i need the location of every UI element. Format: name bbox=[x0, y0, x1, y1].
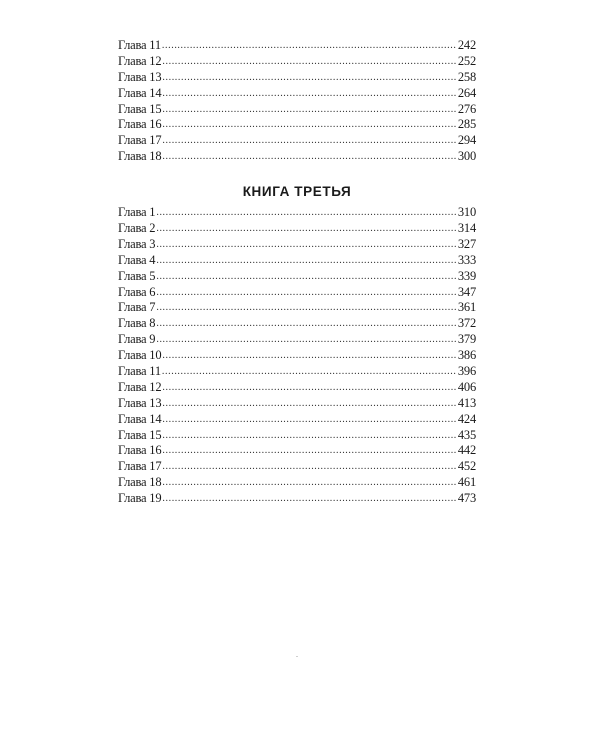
toc-entry bbox=[118, 332, 476, 348]
dot-leader bbox=[162, 490, 456, 507]
toc-entry-label: Глава 17 bbox=[118, 133, 162, 148]
toc-entry-label: Глава 4 bbox=[118, 252, 156, 267]
table-of-contents bbox=[118, 38, 476, 507]
toc-entry-page: 396 bbox=[457, 364, 476, 379]
toc-entry-label: Глава 18 bbox=[118, 149, 162, 164]
toc-entry-label: Глава 13 bbox=[118, 69, 162, 84]
toc-entry-label: Глава 15 bbox=[118, 101, 162, 116]
toc-list-book-three bbox=[118, 205, 476, 507]
toc-entry-page: 435 bbox=[457, 427, 476, 442]
toc-entry bbox=[118, 428, 476, 444]
section-heading: КНИГА ТРЕТЬЯ bbox=[242, 184, 352, 200]
toc-entry-page: 413 bbox=[457, 395, 476, 410]
dot-leader bbox=[162, 116, 456, 133]
toc-entry bbox=[118, 86, 476, 102]
dot-leader bbox=[162, 148, 456, 165]
toc-entry-label: Глава 10 bbox=[118, 348, 162, 363]
toc-entry-page: 333 bbox=[457, 252, 476, 267]
dot-leader bbox=[162, 458, 456, 475]
toc-entry bbox=[118, 364, 476, 380]
toc-entry bbox=[118, 38, 476, 54]
toc-entry-page: 300 bbox=[457, 149, 476, 164]
toc-entry bbox=[118, 380, 476, 396]
dot-leader bbox=[162, 395, 456, 412]
dot-leader bbox=[156, 315, 457, 332]
dot-leader bbox=[156, 236, 457, 253]
toc-entry bbox=[118, 348, 476, 364]
toc-entry bbox=[118, 443, 476, 459]
dot-leader bbox=[156, 331, 457, 348]
toc-entry bbox=[118, 102, 476, 118]
toc-entry-label: Глава 11 bbox=[118, 38, 161, 52]
toc-entry-label: Глава 2 bbox=[118, 221, 156, 236]
dot-leader bbox=[162, 132, 456, 149]
toc-entry-label: Глава 8 bbox=[118, 316, 156, 331]
toc-entry-label: Глава 12 bbox=[118, 53, 162, 68]
dot-leader bbox=[162, 474, 456, 491]
toc-entry-page: 242 bbox=[457, 38, 476, 52]
dot-leader bbox=[156, 299, 457, 316]
toc-entry-page: 276 bbox=[457, 101, 476, 116]
toc-entry-page: 442 bbox=[457, 443, 476, 458]
toc-entry bbox=[118, 396, 476, 412]
dot-leader bbox=[162, 411, 456, 428]
toc-list-continued bbox=[118, 38, 476, 165]
dot-leader bbox=[156, 268, 457, 285]
toc-entry bbox=[118, 412, 476, 428]
toc-entry-page: 294 bbox=[457, 133, 476, 148]
dot-leader bbox=[156, 220, 457, 237]
dot-leader bbox=[162, 347, 456, 364]
toc-entry-page: 285 bbox=[457, 117, 476, 132]
toc-entry-page: 252 bbox=[457, 53, 476, 68]
toc-entry-page: 461 bbox=[457, 475, 476, 490]
dot-leader bbox=[162, 379, 456, 396]
toc-entry-page: 386 bbox=[457, 348, 476, 363]
toc-entry-label: Глава 17 bbox=[118, 459, 162, 474]
toc-entry-label: Глава 19 bbox=[118, 491, 162, 506]
toc-entry bbox=[118, 285, 476, 301]
dot-leader bbox=[162, 363, 457, 380]
dot-leader bbox=[156, 284, 457, 301]
toc-entry bbox=[118, 300, 476, 316]
dot-leader bbox=[162, 53, 456, 70]
toc-entry-label: Глава 15 bbox=[118, 427, 162, 442]
toc-entry-label: Глава 18 bbox=[118, 475, 162, 490]
dot-leader bbox=[162, 442, 456, 459]
toc-entry-label: Глава 13 bbox=[118, 395, 162, 410]
toc-entry-page: 327 bbox=[457, 236, 476, 251]
dot-leader bbox=[162, 69, 456, 86]
toc-entry bbox=[118, 70, 476, 86]
toc-entry bbox=[118, 269, 476, 285]
toc-entry-label: Глава 3 bbox=[118, 236, 156, 251]
dot-leader bbox=[156, 204, 457, 221]
toc-entry bbox=[118, 475, 476, 491]
dot-leader bbox=[162, 85, 456, 102]
toc-entry-label: Глава 1 bbox=[118, 205, 156, 220]
toc-entry-label: Глава 14 bbox=[118, 411, 162, 426]
toc-entry bbox=[118, 316, 476, 332]
toc-entry bbox=[118, 149, 476, 165]
dot-leader bbox=[156, 252, 457, 269]
toc-entry-page: 264 bbox=[457, 85, 476, 100]
toc-entry bbox=[118, 117, 476, 133]
toc-entry bbox=[118, 54, 476, 70]
toc-entry-label: Глава 16 bbox=[118, 443, 162, 458]
toc-entry bbox=[118, 205, 476, 221]
toc-entry-page: 347 bbox=[457, 284, 476, 299]
toc-entry-page: 424 bbox=[457, 411, 476, 426]
toc-entry bbox=[118, 237, 476, 253]
dot-leader bbox=[162, 101, 456, 118]
dot-leader bbox=[162, 427, 456, 444]
toc-entry-label: Глава 6 bbox=[118, 284, 156, 299]
toc-entry-label: Глава 14 bbox=[118, 85, 162, 100]
toc-entry-page: 361 bbox=[457, 300, 476, 315]
toc-entry-label: Глава 5 bbox=[118, 268, 156, 283]
toc-entry-page: 473 bbox=[457, 491, 476, 506]
paper-speck bbox=[296, 656, 298, 657]
toc-entry-page: 406 bbox=[457, 379, 476, 394]
toc-entry-page: 258 bbox=[457, 69, 476, 84]
toc-entry-label: Глава 11 bbox=[118, 364, 161, 379]
toc-entry-label: Глава 16 bbox=[118, 117, 162, 132]
toc-entry bbox=[118, 221, 476, 237]
dot-leader bbox=[162, 37, 457, 54]
toc-entry-page: 452 bbox=[457, 459, 476, 474]
toc-entry-page: 314 bbox=[457, 221, 476, 236]
toc-entry bbox=[118, 133, 476, 149]
toc-entry-page: 372 bbox=[457, 316, 476, 331]
toc-entry-page: 310 bbox=[457, 205, 476, 220]
toc-entry bbox=[118, 253, 476, 269]
toc-entry bbox=[118, 459, 476, 475]
toc-entry-label: Глава 9 bbox=[118, 332, 156, 347]
toc-entry-label: Глава 12 bbox=[118, 379, 162, 394]
toc-entry-label: Глава 7 bbox=[118, 300, 156, 315]
toc-entry-page: 339 bbox=[457, 268, 476, 283]
toc-entry-page: 379 bbox=[457, 332, 476, 347]
toc-entry bbox=[118, 491, 476, 507]
